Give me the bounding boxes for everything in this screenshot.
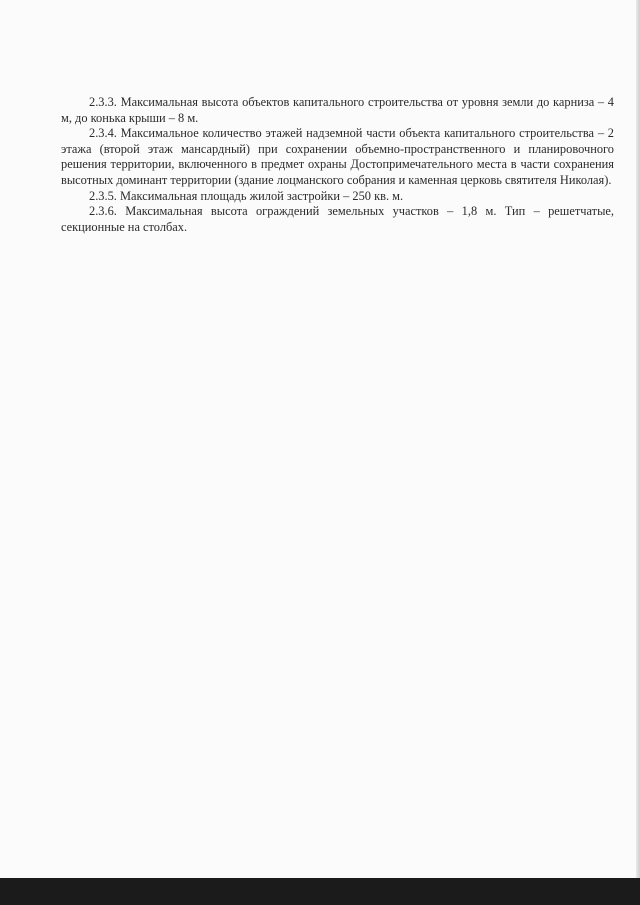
- scanner-bottom-band: [0, 878, 640, 905]
- paragraph-2-3-6: 2.3.6. Максимальная высота ограждений земельных участков – 1,8 м. Тип – решетчатые, секционные на столбах.: [61, 204, 614, 234]
- paragraph-2-3-4: 2.3.4. Максимальное количество этажей надземной части объекта капитального строительства – 2 этажа (второй этаж мансардный) при сохранении объемно-пространственного и планировочного решения территории, включенного в предмет охраны Достопримечательного места в части сохранения высотных доминант территории (здание лоцманского собрания и каменная церковь святителя Николая).: [61, 126, 614, 187]
- scan-edge-shadow: [636, 0, 640, 878]
- paragraph-2-3-5: 2.3.5. Максимальная площадь жилой застройки – 250 кв. м.: [89, 188, 404, 203]
- document-text: [61, 95, 614, 235]
- paragraph-2-3-3: 2.3.3. Максимальная высота объектов капитального строительства от уровня земли до карниза – 4 м, до конька крыши – 8 м.: [61, 95, 614, 125]
